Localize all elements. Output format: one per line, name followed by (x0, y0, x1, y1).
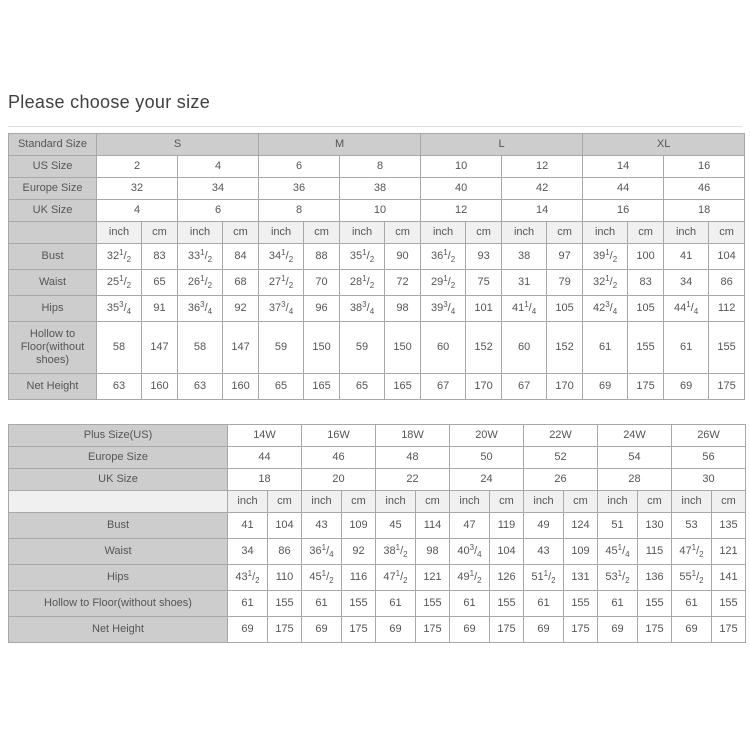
unit-header: cm (709, 222, 745, 244)
size-value-cell: 34 (178, 178, 259, 200)
size-value-cell: 44 (583, 178, 664, 200)
measure-value-cell: $53^1/_2$ (598, 565, 638, 591)
measure-value-cell: 43 (302, 513, 342, 539)
measure-value-cell: 175 (638, 617, 672, 643)
measure-value-cell: 86 (709, 270, 745, 296)
corner-label: Standard Size (9, 134, 97, 156)
table-row (9, 270, 745, 296)
measure-value-cell: 84 (223, 244, 259, 270)
size-value-cell: 40 (421, 178, 502, 200)
measure-value-cell: 91 (142, 296, 178, 322)
measure-value-cell: 79 (547, 270, 583, 296)
measure-value-cell: $41^1/_4$ (502, 296, 547, 322)
unit-header: cm (385, 222, 421, 244)
measure-value-cell: 41 (664, 244, 709, 270)
size-value-cell: 22 (376, 469, 450, 491)
size-value-cell: 6 (259, 156, 340, 178)
row-label: Waist (9, 539, 228, 565)
size-group-header: M (259, 134, 421, 156)
table-row (9, 425, 746, 447)
measure-value-cell: 60 (502, 322, 547, 374)
unit-row-corner (9, 222, 97, 244)
measure-value-cell: 92 (223, 296, 259, 322)
measure-value-cell: 155 (342, 591, 376, 617)
table-row (9, 539, 746, 565)
size-value-cell: 16W (302, 425, 376, 447)
row-label: US Size (9, 156, 97, 178)
size-value-cell: 10 (340, 200, 421, 222)
unit-header: inch (664, 222, 709, 244)
measure-value-cell: 92 (342, 539, 376, 565)
measure-value-cell: 98 (416, 539, 450, 565)
measure-value-cell: 69 (524, 617, 564, 643)
row-label: Bust (9, 513, 228, 539)
size-value-cell: 18 (664, 200, 745, 222)
measure-value-cell: 69 (664, 374, 709, 400)
measure-value-cell: $43^1/_2$ (228, 565, 268, 591)
size-value-cell: 24 (450, 469, 524, 491)
measure-value-cell: 88 (304, 244, 340, 270)
table-row (9, 296, 745, 322)
measure-value-cell: 155 (638, 591, 672, 617)
measure-value-cell: 110 (268, 565, 302, 591)
title-divider (8, 126, 742, 127)
table-row (9, 469, 746, 491)
measure-value-cell: 41 (228, 513, 268, 539)
size-value-cell: 16 (664, 156, 745, 178)
measure-value-cell: 49 (524, 513, 564, 539)
measure-value-cell: 136 (638, 565, 672, 591)
unit-header: cm (547, 222, 583, 244)
size-value-cell: 46 (664, 178, 745, 200)
unit-header: inch (178, 222, 223, 244)
measure-value-cell: 96 (304, 296, 340, 322)
size-value-cell: 14W (228, 425, 302, 447)
measure-value-cell: 116 (342, 565, 376, 591)
measure-value-cell: 147 (142, 322, 178, 374)
unit-header: inch (228, 491, 268, 513)
size-group-header: S (97, 134, 259, 156)
measure-value-cell: $51^1/_2$ (524, 565, 564, 591)
measure-value-cell: $47^1/_2$ (672, 539, 712, 565)
size-value-cell: 32 (97, 178, 178, 200)
table-row (9, 617, 746, 643)
unit-row-corner (9, 491, 228, 513)
size-value-cell: 54 (598, 447, 672, 469)
unit-header: cm (304, 222, 340, 244)
measure-value-cell: $37^3/_4$ (259, 296, 304, 322)
unit-header: inch (672, 491, 712, 513)
size-value-cell: 8 (340, 156, 421, 178)
measure-value-cell: 47 (450, 513, 490, 539)
measure-value-cell: 155 (709, 322, 745, 374)
size-value-cell: 46 (302, 447, 376, 469)
table-row (9, 222, 745, 244)
measure-value-cell: $36^3/_4$ (178, 296, 223, 322)
measure-value-cell: 90 (385, 244, 421, 270)
page-title: Please choose your size (8, 92, 211, 112)
measure-value-cell: 175 (342, 617, 376, 643)
size-value-cell: 20W (450, 425, 524, 447)
measure-value-cell: 69 (228, 617, 268, 643)
unit-header: inch (376, 491, 416, 513)
table-row (9, 200, 745, 222)
measure-value-cell: 155 (268, 591, 302, 617)
measure-value-cell: 155 (416, 591, 450, 617)
measure-value-cell: $38^3/_4$ (340, 296, 385, 322)
measure-value-cell: $33^1/_2$ (178, 244, 223, 270)
row-label: Net Height (9, 617, 228, 643)
measure-value-cell: 155 (712, 591, 746, 617)
unit-header: cm (490, 491, 524, 513)
size-value-cell: 10 (421, 156, 502, 178)
size-value-cell: 18W (376, 425, 450, 447)
measure-value-cell: 155 (564, 591, 598, 617)
measure-value-cell: 69 (302, 617, 342, 643)
measure-value-cell: $40^3/_4$ (450, 539, 490, 565)
unit-header: cm (466, 222, 502, 244)
row-label: Hips (9, 296, 97, 322)
measure-value-cell: 100 (628, 244, 664, 270)
measure-value-cell: 60 (421, 322, 466, 374)
measure-value-cell: 67 (502, 374, 547, 400)
size-value-cell: 26W (672, 425, 746, 447)
size-value-cell: 12 (421, 200, 502, 222)
measure-value-cell: 38 (502, 244, 547, 270)
measure-value-cell: 61 (376, 591, 416, 617)
row-label: Hollow to Floor(without shoes) (9, 322, 97, 374)
measure-value-cell: 61 (228, 591, 268, 617)
row-label: Hollow to Floor(without shoes) (9, 591, 228, 617)
unit-header: cm (628, 222, 664, 244)
measure-value-cell: $36^1/_2$ (421, 244, 466, 270)
plus-size-table (8, 424, 746, 643)
measure-value-cell: $34^1/_2$ (259, 244, 304, 270)
measure-value-cell: 175 (564, 617, 598, 643)
row-label: Europe Size (9, 178, 97, 200)
measure-value-cell: 61 (524, 591, 564, 617)
measure-value-cell: 175 (712, 617, 746, 643)
row-label: Bust (9, 244, 97, 270)
measure-value-cell: 121 (416, 565, 450, 591)
measure-value-cell: 147 (223, 322, 259, 374)
size-value-cell: 14 (583, 156, 664, 178)
measure-value-cell: 104 (709, 244, 745, 270)
standard-size-table (8, 133, 745, 400)
measure-value-cell: $32^1/_2$ (97, 244, 142, 270)
measure-value-cell: 61 (302, 591, 342, 617)
size-value-cell: 38 (340, 178, 421, 200)
measure-value-cell: 31 (502, 270, 547, 296)
unit-header: cm (142, 222, 178, 244)
measure-value-cell: 86 (268, 539, 302, 565)
measure-value-cell: 69 (672, 617, 712, 643)
row-label: UK Size (9, 469, 228, 491)
measure-value-cell: 109 (564, 539, 598, 565)
measure-value-cell: 114 (416, 513, 450, 539)
unit-header: cm (342, 491, 376, 513)
measure-value-cell: 130 (638, 513, 672, 539)
measure-value-cell: 69 (450, 617, 490, 643)
measure-value-cell: 115 (638, 539, 672, 565)
measure-value-cell: 51 (598, 513, 638, 539)
measure-value-cell: 104 (490, 539, 524, 565)
measure-value-cell: 105 (628, 296, 664, 322)
size-value-cell: 26 (524, 469, 598, 491)
size-value-cell: 56 (672, 447, 746, 469)
size-value-cell: 42 (502, 178, 583, 200)
table-row (9, 322, 745, 374)
measure-value-cell: 175 (416, 617, 450, 643)
size-value-cell: 28 (598, 469, 672, 491)
unit-header: inch (583, 222, 628, 244)
measure-value-cell: 155 (490, 591, 524, 617)
table-row (9, 374, 745, 400)
measure-value-cell: $27^1/_2$ (259, 270, 304, 296)
measure-value-cell: 160 (223, 374, 259, 400)
measure-value-cell: 124 (564, 513, 598, 539)
unit-header: cm (712, 491, 746, 513)
unit-header: cm (268, 491, 302, 513)
measure-value-cell: 70 (304, 270, 340, 296)
measure-value-cell: $45^1/_4$ (598, 539, 638, 565)
measure-value-cell: $36^1/_4$ (302, 539, 342, 565)
measure-value-cell: $35^1/_2$ (340, 244, 385, 270)
row-label: UK Size (9, 200, 97, 222)
measure-value-cell: 69 (598, 617, 638, 643)
measure-value-cell: $35^3/_4$ (97, 296, 142, 322)
measure-value-cell: $38^1/_2$ (376, 539, 416, 565)
measure-value-cell: $29^1/_2$ (421, 270, 466, 296)
measure-value-cell: 98 (385, 296, 421, 322)
measure-value-cell: 175 (490, 617, 524, 643)
plus-size-table-body (9, 425, 746, 643)
size-value-cell: 14 (502, 200, 583, 222)
measure-value-cell: 53 (672, 513, 712, 539)
size-value-cell: 4 (178, 156, 259, 178)
size-value-cell: 36 (259, 178, 340, 200)
measure-value-cell: 59 (340, 322, 385, 374)
measure-value-cell: 119 (490, 513, 524, 539)
size-value-cell: 20 (302, 469, 376, 491)
measure-value-cell: 61 (664, 322, 709, 374)
measure-value-cell: 65 (259, 374, 304, 400)
size-value-cell: 6 (178, 200, 259, 222)
measure-value-cell: 165 (385, 374, 421, 400)
row-label: Waist (9, 270, 97, 296)
size-group-header: XL (583, 134, 745, 156)
measure-value-cell: 126 (490, 565, 524, 591)
measure-value-cell: $39^1/_2$ (583, 244, 628, 270)
size-value-cell: 4 (97, 200, 178, 222)
measure-value-cell: $49^1/_2$ (450, 565, 490, 591)
measure-value-cell: 155 (628, 322, 664, 374)
size-value-cell: 12 (502, 156, 583, 178)
measure-value-cell: 61 (598, 591, 638, 617)
measure-value-cell: 170 (547, 374, 583, 400)
measure-value-cell: $39^3/_4$ (421, 296, 466, 322)
measure-value-cell: 165 (304, 374, 340, 400)
table-row (9, 565, 746, 591)
measure-value-cell: 150 (385, 322, 421, 374)
measure-value-cell: 69 (376, 617, 416, 643)
measure-value-cell: $25^1/_2$ (97, 270, 142, 296)
unit-header: cm (638, 491, 672, 513)
measure-value-cell: 112 (709, 296, 745, 322)
standard-size-table-body (9, 134, 745, 400)
measure-value-cell: $28^1/_2$ (340, 270, 385, 296)
measure-value-cell: 34 (228, 539, 268, 565)
measure-value-cell: 152 (547, 322, 583, 374)
measure-value-cell: 135 (712, 513, 746, 539)
measure-value-cell: 63 (97, 374, 142, 400)
measure-value-cell: 34 (664, 270, 709, 296)
size-value-cell: 48 (376, 447, 450, 469)
measure-value-cell: 69 (583, 374, 628, 400)
row-label: Net Height (9, 374, 97, 400)
measure-value-cell: 61 (450, 591, 490, 617)
unit-header: inch (97, 222, 142, 244)
measure-value-cell: 152 (466, 322, 502, 374)
size-value-cell: 44 (228, 447, 302, 469)
measure-value-cell: 175 (709, 374, 745, 400)
measure-value-cell: 101 (466, 296, 502, 322)
measure-value-cell: 58 (97, 322, 142, 374)
measure-value-cell: $45^1/_2$ (302, 565, 342, 591)
measure-value-cell: $44^1/_4$ (664, 296, 709, 322)
unit-header: cm (223, 222, 259, 244)
measure-value-cell: 63 (178, 374, 223, 400)
measure-value-cell: 59 (259, 322, 304, 374)
size-value-cell: 16 (583, 200, 664, 222)
unit-header: cm (564, 491, 598, 513)
measure-value-cell: 68 (223, 270, 259, 296)
table-row (9, 591, 746, 617)
table-row (9, 513, 746, 539)
measure-value-cell: 97 (547, 244, 583, 270)
measure-value-cell: 61 (583, 322, 628, 374)
unit-header: inch (421, 222, 466, 244)
measure-value-cell: 141 (712, 565, 746, 591)
size-value-cell: 8 (259, 200, 340, 222)
size-value-cell: 24W (598, 425, 672, 447)
size-value-cell: 22W (524, 425, 598, 447)
measure-value-cell: 150 (304, 322, 340, 374)
measure-value-cell: 104 (268, 513, 302, 539)
unit-header: inch (598, 491, 638, 513)
measure-value-cell: $55^1/_2$ (672, 565, 712, 591)
measure-value-cell: 83 (142, 244, 178, 270)
size-value-cell: 52 (524, 447, 598, 469)
measure-value-cell: $47^1/_2$ (376, 565, 416, 591)
measure-value-cell: 45 (376, 513, 416, 539)
table-row (9, 156, 745, 178)
row-label: Plus Size(US) (9, 425, 228, 447)
measure-value-cell: 105 (547, 296, 583, 322)
measure-value-cell: 43 (524, 539, 564, 565)
measure-value-cell: 83 (628, 270, 664, 296)
table-row (9, 178, 745, 200)
measure-value-cell: 131 (564, 565, 598, 591)
unit-header: inch (502, 222, 547, 244)
measure-value-cell: 121 (712, 539, 746, 565)
measure-value-cell: 67 (421, 374, 466, 400)
size-value-cell: 50 (450, 447, 524, 469)
row-label: Europe Size (9, 447, 228, 469)
table-row (9, 491, 746, 513)
row-label: Hips (9, 565, 228, 591)
size-value-cell: 18 (228, 469, 302, 491)
table-row (9, 134, 745, 156)
measure-value-cell: 93 (466, 244, 502, 270)
measure-value-cell: 61 (672, 591, 712, 617)
unit-header: inch (450, 491, 490, 513)
measure-value-cell: $42^3/_4$ (583, 296, 628, 322)
measure-value-cell: 75 (466, 270, 502, 296)
unit-header: inch (524, 491, 564, 513)
measure-value-cell: $26^1/_2$ (178, 270, 223, 296)
measure-value-cell: 170 (466, 374, 502, 400)
table-row (9, 244, 745, 270)
size-group-header: L (421, 134, 583, 156)
unit-header: inch (302, 491, 342, 513)
measure-value-cell: 65 (340, 374, 385, 400)
measure-value-cell: $32^1/_2$ (583, 270, 628, 296)
unit-header: inch (259, 222, 304, 244)
unit-header: cm (416, 491, 450, 513)
table-row (9, 447, 746, 469)
measure-value-cell: 72 (385, 270, 421, 296)
size-value-cell: 30 (672, 469, 746, 491)
measure-value-cell: 65 (142, 270, 178, 296)
size-value-cell: 2 (97, 156, 178, 178)
measure-value-cell: 175 (628, 374, 664, 400)
measure-value-cell: 58 (178, 322, 223, 374)
measure-value-cell: 175 (268, 617, 302, 643)
unit-header: inch (340, 222, 385, 244)
measure-value-cell: 109 (342, 513, 376, 539)
measure-value-cell: 160 (142, 374, 178, 400)
